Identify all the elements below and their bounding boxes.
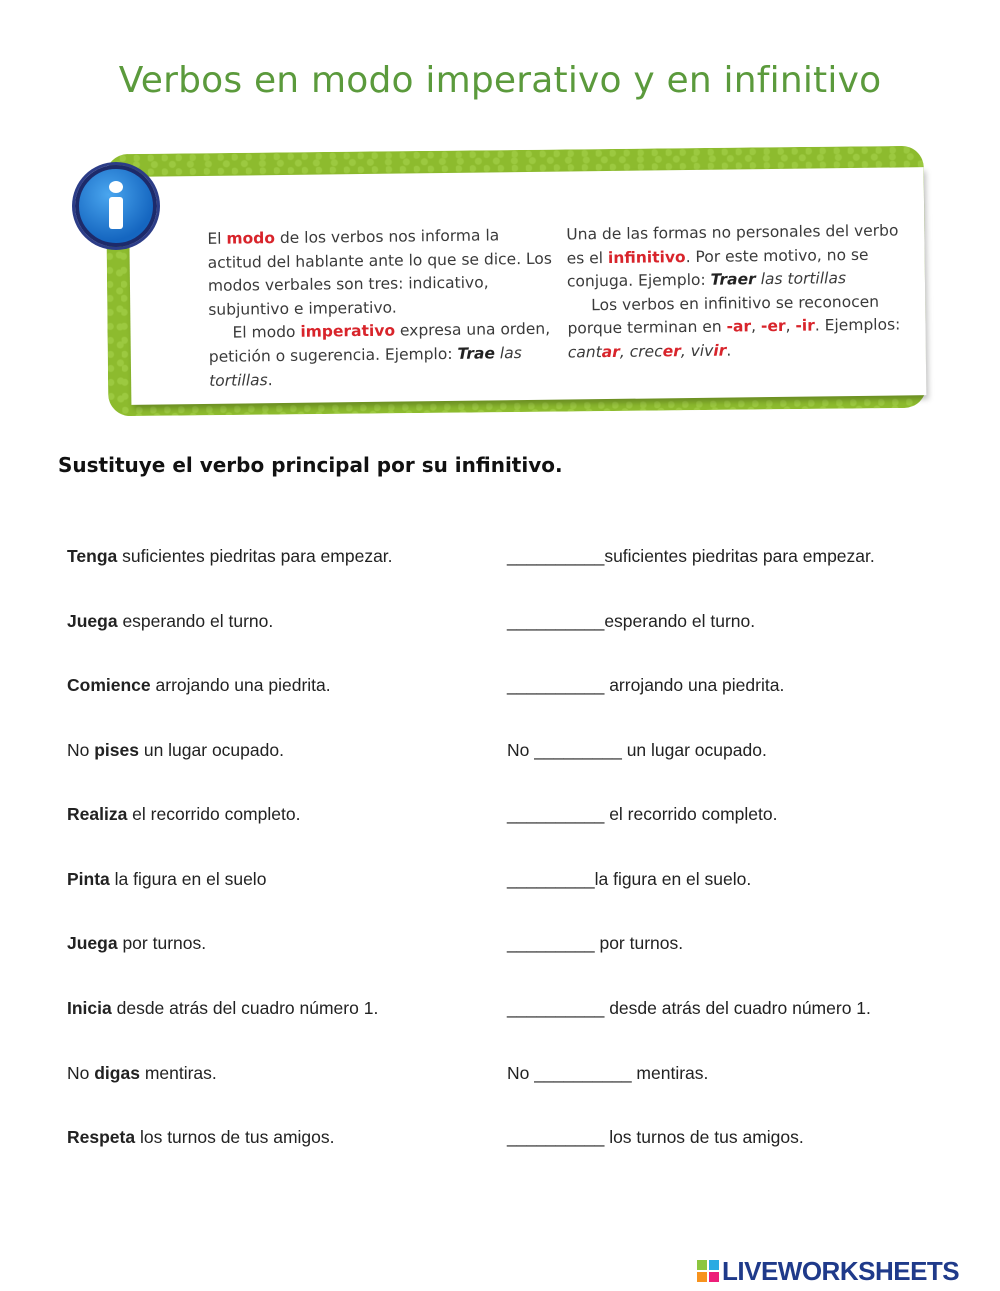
answer-blank[interactable]: No _________ un lugar ocupado. (507, 740, 767, 760)
original-sentence: Inicia desde atrás del cuadro número 1. (67, 998, 379, 1018)
answer-blank[interactable]: _________ por turnos. (507, 933, 684, 953)
answer-blank[interactable]: No __________ mentiras. (507, 1063, 709, 1083)
exercise-row (67, 1127, 967, 1157)
keyword-imperativo: imperativo (300, 321, 396, 342)
exercise-row (67, 933, 967, 963)
imperative-verb: Juega (67, 933, 118, 953)
keyword-modo: modo (226, 229, 276, 248)
info-left-paragraph-1: El modo de los verbos nos informa la actitud del hablante ante lo que se dice. Los modos verbales son tres: indicativo, subjuntivo e imperativo. (207, 226, 553, 319)
original-sentence: Realiza el recorrido completo. (67, 804, 301, 824)
imperative-verb: pises (94, 740, 139, 760)
info-icon (75, 165, 157, 247)
exercise-row (67, 998, 967, 1028)
imperative-verb: Inicia (67, 998, 112, 1018)
imperative-verb: Pinta (67, 869, 110, 889)
info-box (75, 150, 935, 420)
imperative-verb: Tenga (67, 546, 118, 566)
info-left-paragraph-2: El modo imperativo expresa una orden, petición o sugerencia. Ejemplo: Trae las tortillas. (208, 320, 551, 390)
exercise-row (67, 740, 967, 770)
answer-blank[interactable]: __________ el recorrido completo. (507, 804, 778, 824)
logo-square (709, 1272, 719, 1282)
imperative-verb: Comience (67, 675, 151, 695)
logo-square (697, 1272, 707, 1282)
exercise-row (67, 675, 967, 705)
logo-icon (697, 1260, 719, 1282)
original-sentence: Pinta la figura en el suelo (67, 869, 267, 889)
imperative-verb: Juega (67, 611, 118, 631)
answer-blank[interactable]: __________ los turnos de tus amigos. (507, 1127, 804, 1147)
instruction-heading: Sustituye el verbo principal por su infinitivo. (58, 453, 563, 477)
logo-square (709, 1260, 719, 1270)
imperative-verb: digas (94, 1063, 140, 1083)
info-left-column (207, 224, 554, 393)
info-right-column (566, 219, 918, 365)
original-sentence: No digas mentiras. (67, 1063, 217, 1083)
exercise-row (67, 611, 967, 641)
page-title: Verbos en modo imperativo y en infinitivo (118, 60, 882, 101)
imperative-verb: Respeta (67, 1127, 136, 1147)
keyword-infinitivo: infinitivo (607, 247, 686, 267)
original-sentence: Juega esperando el turno. (67, 611, 274, 631)
answer-blank[interactable]: __________ desde atrás del cuadro número 1. (507, 998, 871, 1018)
info-right-paragraph-2: Los verbos en infinitivo se reconocen porque terminan en -ar, -er, -ir. Ejemplos: cantar, crecer, vivir. (567, 292, 901, 362)
exercise-row (67, 804, 967, 834)
answer-blank[interactable]: __________ arrojando una piedrita. (507, 675, 785, 695)
info-box-paper (129, 167, 927, 405)
exercise-row (67, 546, 967, 576)
logo-square (697, 1260, 707, 1270)
liveworksheets-logo[interactable] (697, 1256, 959, 1286)
info-right-paragraph-1: Una de las formas no personales del verbo es el infinitivo. Por este motivo, no se conjuga. Ejemplo: Traer las tortillas (566, 221, 899, 291)
exercise-row (67, 1063, 967, 1093)
answer-blank[interactable]: __________esperando el turno. (507, 611, 756, 631)
answer-blank[interactable]: __________suficientes piedritas para empezar. (507, 546, 875, 566)
original-sentence: Comience arrojando una piedrita. (67, 675, 331, 695)
original-sentence: Juega por turnos. (67, 933, 207, 953)
exercise-row (67, 869, 967, 899)
answer-blank[interactable]: _________la figura en el suelo. (507, 869, 752, 889)
logo-text: LIVEWORKSHEETS (722, 1255, 960, 1286)
original-sentence: Respeta los turnos de tus amigos. (67, 1127, 335, 1147)
imperative-verb: Realiza (67, 804, 128, 824)
original-sentence: No pises un lugar ocupado. (67, 740, 284, 760)
original-sentence: Tenga suficientes piedritas para empezar. (67, 546, 393, 566)
